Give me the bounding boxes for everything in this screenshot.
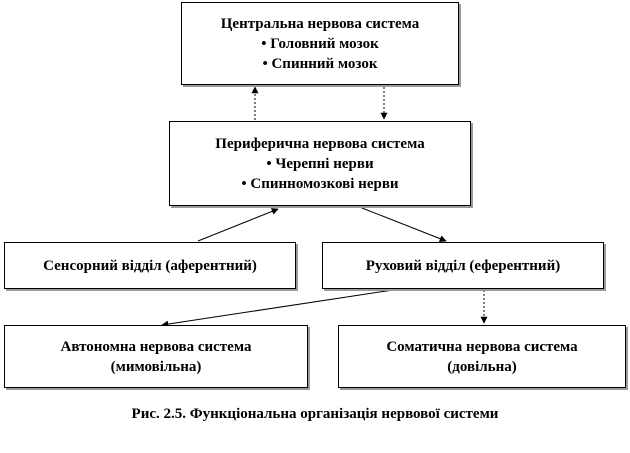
arrow-pns-to-motor <box>362 208 446 241</box>
cns-item-spinal-cord: • Спинний мозок <box>262 55 378 72</box>
cns-item-brain: • Головний мозок <box>261 35 379 52</box>
somatic-nervous-system-box <box>338 325 626 388</box>
peripheral-nervous-system-box <box>169 121 471 206</box>
pns-title: Периферична нервова система <box>215 135 425 152</box>
arrow-sensory-to-pns <box>198 209 278 241</box>
motor-label: Руховий відділ (еферентний) <box>365 257 561 274</box>
cns-title: Центральна нервова система <box>220 15 420 32</box>
sensory-division-box <box>4 242 296 289</box>
autonomic-sublabel: (мимовільна) <box>110 358 202 375</box>
central-nervous-system-box <box>181 2 459 85</box>
pns-item-cranial-nerves: • Черепні нерви <box>266 155 374 172</box>
sensory-label: Сенсорний відділ (аферентний) <box>43 257 257 274</box>
somatic-label: Соматична нервова система <box>386 338 578 355</box>
figure-caption: Рис. 2.5. Функціональна організація нервової системи <box>131 406 499 422</box>
pns-item-spinal-nerves: • Спинномозкові нерви <box>241 175 399 192</box>
autonomic-nervous-system-box <box>4 325 308 388</box>
motor-division-box <box>322 242 604 289</box>
somatic-sublabel: (довільна) <box>447 358 517 375</box>
autonomic-label: Автономна нервова система <box>60 338 252 355</box>
arrow-motor-to-autonomic <box>162 290 393 325</box>
